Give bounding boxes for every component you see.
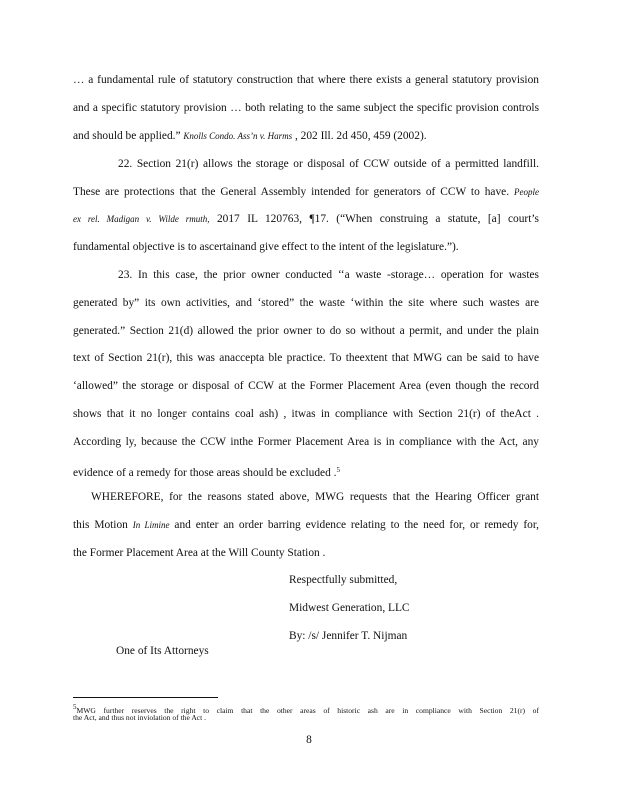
citation-people-2: ex rel. Madigan v. Wilde rmuth, <box>73 214 210 224</box>
body-line-2: and a specific statutory provision … both relating to the same subject the specific provision controls <box>73 102 539 114</box>
citation-knolls-rest: , 202 Ill. 2d 450, 459 (2002). <box>294 130 427 142</box>
paragraph-23-line-4: text of Section 21(r), this was anaccepta ble practice. To theextent that MWG can be said to have <box>73 352 539 364</box>
signature-party: Midwest Generation, LLC <box>289 602 410 614</box>
order-text: and enter an order barring evidence relating to the need for, or remedy for, <box>174 519 540 531</box>
citation-people-1: People <box>514 187 539 197</box>
signature-attorneys: One of Its Attorneys <box>116 645 209 657</box>
wherefore-line-2 <box>73 518 539 532</box>
body-line-3 <box>73 129 539 143</box>
paragraph-23-line-1: 23. In this case, the prior owner conducted ‘‘a waste -storage… operation for wastes <box>118 269 539 281</box>
paragraph-23-line-2: generated by” its own activities, and ‘stored” the waste ‘within the site where such wastes are <box>73 297 539 309</box>
footnote-line-2: the Act, and thus not inviolation of the Act . <box>73 713 207 722</box>
protections-text: These are protections that the General Assembly intended for generators of CCW to have. <box>73 186 510 198</box>
citation-in-limine: In Limine <box>132 520 170 530</box>
wherefore-line-3: the Former Placement Area at the Will County Station . <box>73 547 326 559</box>
footnote-marker: 5 <box>73 703 77 711</box>
paragraph-23-line-6: shows that it no longer contains coal ash) , itwas in compliance with Section 21(r) of theAct . <box>73 408 539 420</box>
paragraph-23-line-5: ‘allowed” the storage or disposal of CCW at the Former Placement Area (even though the record <box>73 380 539 392</box>
motion-text: this Motion <box>73 519 128 531</box>
paragraph-22-line-3 <box>73 212 539 226</box>
paragraph-22-line-2 <box>73 185 539 199</box>
wherefore-line-1: WHEREFORE, for the reasons stated above, MWG requests that the Hearing Officer grant <box>91 491 539 503</box>
citation-knolls: Knolls Condo. Ass’n v. Harms <box>183 131 293 141</box>
paragraph-23-line-7: According ly, because the CCW inthe Former Placement Area is in compliance with the Act, any <box>73 436 539 448</box>
citation-people-rest: 2017 IL 120763, ¶17. (“When construing a statute, [a] court’s <box>216 213 539 225</box>
paragraph-22-line-4: fundamental objective is to ascertainand give effect to the intent of the legislature.”). <box>73 241 459 253</box>
quote-end: and should be applied.” <box>73 130 181 142</box>
signature-closing: Respectfully submitted, <box>289 574 398 586</box>
footnote-divider <box>73 697 218 698</box>
footnote-reference: 5 <box>336 466 340 474</box>
paragraph-23-line-8 <box>73 463 539 480</box>
footnote-text-1: MWG further reserves the right to claim that the other areas of historic ash are in compliance with Section 21(r) of <box>76 706 539 715</box>
body-line-1: … a fundamental rule of statutory construction that where there exists a general statutory provision <box>73 74 539 86</box>
exclusion-text: evidence of a remedy for those areas should be excluded . <box>73 467 337 479</box>
page-number: 8 <box>306 734 312 746</box>
paragraph-22-line-1: 22. Section 21(r) allows the storage or disposal of CCW outside of a permitted landfill. <box>118 158 539 170</box>
signature-by: By: /s/ Jennifer T. Nijman <box>289 630 408 642</box>
paragraph-23-line-3: generated.” Section 21(d) allowed the prior owner to do so without a permit, and under the plain <box>73 325 539 337</box>
